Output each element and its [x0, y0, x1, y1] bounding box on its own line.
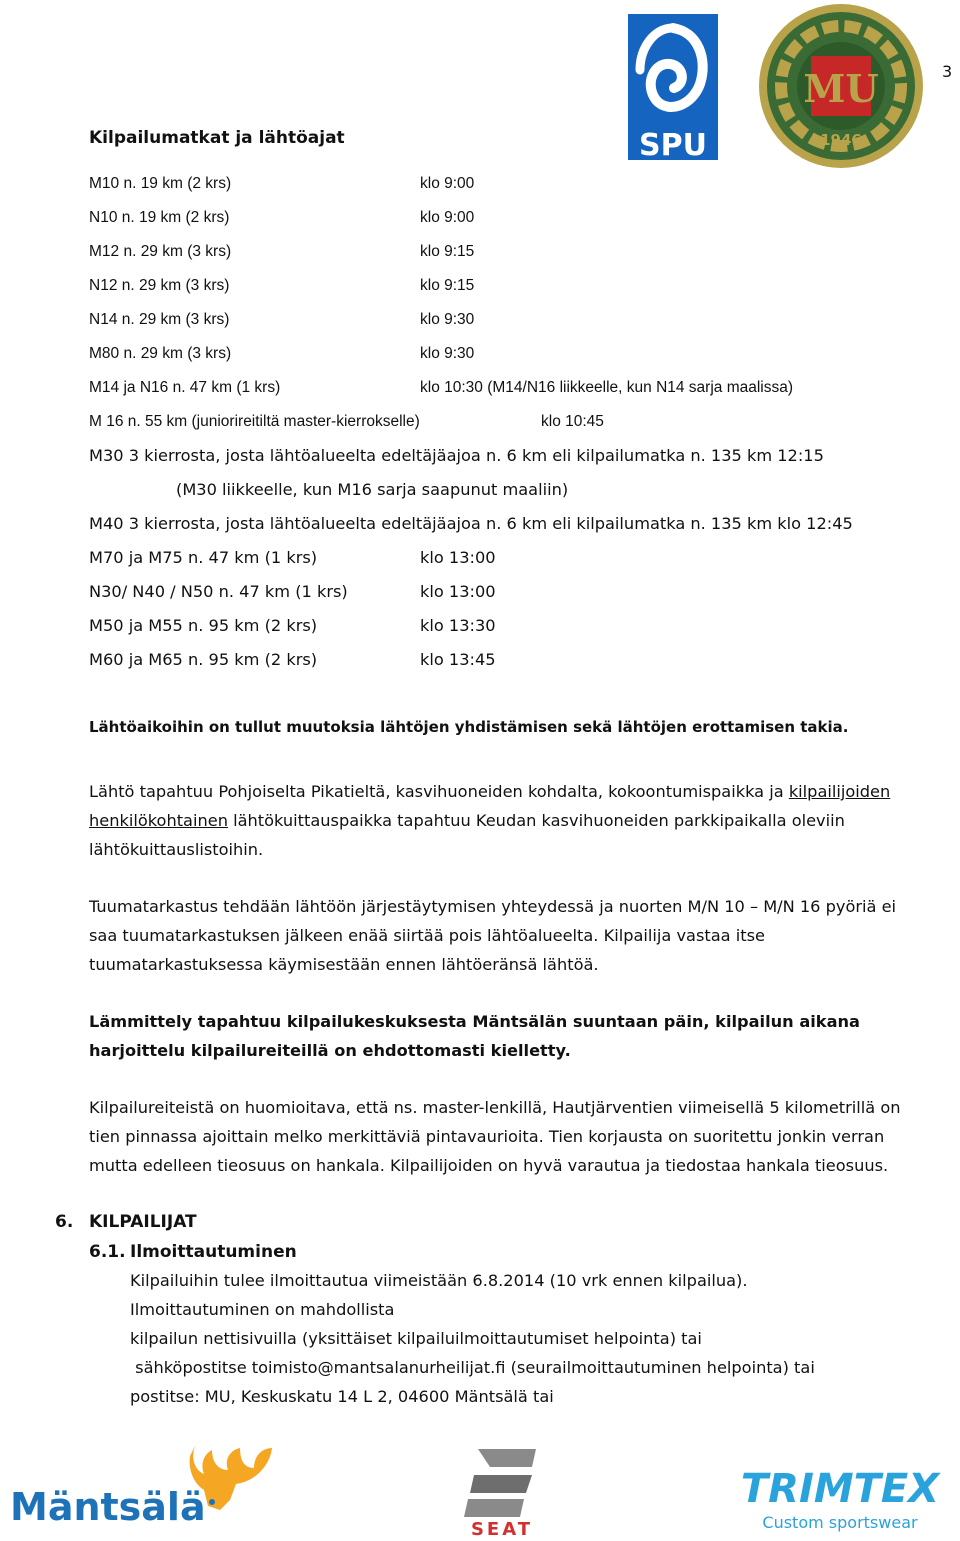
start-paragraph-underlined: kilpailijoiden henkilökohtainen — [89, 782, 891, 830]
schedule-class: N12 n. 29 km (3 krs) — [89, 277, 230, 294]
registration-line: sähköpostitse toimisto@mantsalanurheilijat.fi (seurailmoittautuminen helpointa) tai — [130, 1358, 815, 1377]
start-paragraph-text-end: lähtökuittauspaikka tapahtuu Keudan kasvihuoneiden parkkipaikalla oleviin lähtökuittauslistoihin. — [89, 811, 845, 859]
schedule-time: klo 10:30 (M14/N16 liikkeelle, kun N14 sarja maalissa) — [420, 379, 794, 396]
schedule-class: M12 n. 29 km (3 krs) — [89, 243, 232, 260]
seat-s-icon — [464, 1449, 536, 1517]
mu-emblem — [756, 2, 926, 170]
schedule-m30: M30 3 kierrosta, josta lähtöalueelta edeltäjäajoa n. 6 km eli kilpailumatka n. 135 km 12:15 — [89, 446, 824, 465]
schedule-class: N30/ N40 / N50 n. 47 km (1 krs) — [89, 582, 348, 601]
schedule-class: N10 n. 19 km (2 krs) — [89, 209, 230, 226]
schedule-class: M80 n. 29 km (3 krs) — [89, 345, 232, 362]
schedule-class: M 16 n. 55 km (juniorireitiltä master-kierrokselle) — [89, 413, 420, 430]
registration-line: Kilpailuihin tulee ilmoittautua viimeistään 6.8.2014 (10 vrk ennen kilpailua). — [130, 1271, 748, 1290]
mu-emblem-year: 1946 — [820, 131, 862, 149]
schedule-m30-note: (M30 liikkeelle, kun M16 sarja saapunut maaliin) — [176, 480, 569, 499]
registration-line: kilpailun nettisivuilla (yksittäiset kilpailuilmoittautumiset helpointa) tai — [130, 1329, 702, 1348]
schedule-time: klo 9:30 — [420, 345, 475, 362]
warmup-paragraph: Lämmittely tapahtuu kilpailukeskuksesta Mäntsälän suuntaan päin, kilpailun aikana harjoittelu kilpailureiteillä on ehdottomasti kielletty. — [89, 1012, 860, 1060]
seat-logo-text: SEAT — [470, 1519, 534, 1537]
schedule-class: M14 ja N16 n. 47 km (1 krs) — [89, 379, 281, 396]
schedule-time: klo 9:15 — [420, 243, 475, 260]
mantsala-logo — [8, 1440, 273, 1535]
mantsala-logo-text: Mäntsälä — [10, 1485, 206, 1529]
schedule-m40: M40 3 kierrosta, josta lähtöalueelta edeltäjäajoa n. 6 km eli kilpailumatka n. 135 km klo 12:45 — [89, 514, 853, 533]
change-note: Lähtöaikoihin on tullut muutoksia lähtöjen yhdistämisen sekä lähtöjen erottamisen takia. — [89, 718, 849, 736]
schedule-time: klo 10:45 — [541, 413, 604, 430]
start-paragraph-text: Lähtö tapahtuu Pohjoiselta Pikatieltä, kasvihuoneiden kohdalta, kokoontumispaikka ja — [89, 782, 789, 801]
section-heading: KILPAILIJAT — [89, 1212, 197, 1232]
mu-emblem-letters: MU — [803, 66, 879, 111]
registration-line: postitse: MU, Keskuskatu 14 L 2, 04600 Mäntsälä tai — [130, 1387, 554, 1406]
schedule-class: M70 ja M75 n. 47 km (1 krs) — [89, 548, 318, 567]
tyre-check-paragraph: Tuumatarkastus tehdään lähtöön järjestäytymisen yhteydessä ja nuorten M/N 10 – M/N 16 pyöriä ei saa tuumatarkastuksen jälkeen enää siirtää pois lähtöalueelta. Kilpailija vastaa itse tuumatarkastuksessa käymisestään ennen lähtöeränsä lähtöä. — [89, 897, 897, 974]
schedule-class: N14 n. 29 km (3 krs) — [89, 311, 230, 328]
subsection-number: 6.1. — [89, 1242, 126, 1262]
schedule-time: klo 13:00 — [420, 548, 496, 567]
start-paragraph — [89, 777, 929, 864]
schedule-class: M50 ja M55 n. 95 km (2 krs) — [89, 616, 318, 635]
schedule-class: M60 ja M65 n. 95 km (2 krs) — [89, 650, 318, 669]
section-title: Kilpailumatkat ja lähtöajat — [89, 128, 345, 148]
schedule-time: klo 13:00 — [420, 582, 496, 601]
schedule-time: klo 9:00 — [420, 209, 475, 226]
trimtex-logo-text: TRIMTEX — [740, 1466, 940, 1512]
spu-logo-text: SPU — [639, 128, 707, 160]
spu-logo — [628, 14, 718, 160]
registration-line: Ilmoittautuminen on mahdollista — [130, 1300, 395, 1319]
seat-logo — [440, 1445, 565, 1537]
trimtex-logo — [722, 1460, 958, 1536]
trimtex-tagline: Custom sportswear — [762, 1513, 918, 1532]
section-number: 6. — [55, 1212, 74, 1232]
road-paragraph: Kilpailureiteistä on huomioitava, että ns. master-lenkillä, Hautjärventien viimeisellä 5 kilometrillä on tien pinnassa ajoittain melko merkittäviä pintavaurioita. Tien korjausta on suoritettu jonkin verran mutta edelleen tieosuus on hankala. Kilpailijoiden on hyvä varautua ja tiedostaa hankala tieosuus. — [89, 1098, 901, 1175]
spu-spiral-icon — [628, 14, 718, 160]
schedule-time: klo 13:30 — [420, 616, 496, 635]
schedule-time: klo 9:15 — [420, 277, 475, 294]
page-number: 3 — [942, 62, 953, 81]
schedule-time: klo 9:30 — [420, 311, 475, 328]
schedule-class: M10 n. 19 km (2 krs) — [89, 175, 232, 192]
subsection-heading: Ilmoittautuminen — [130, 1242, 297, 1262]
schedule-time: klo 9:00 — [420, 175, 475, 192]
schedule-time: klo 13:45 — [420, 650, 496, 669]
